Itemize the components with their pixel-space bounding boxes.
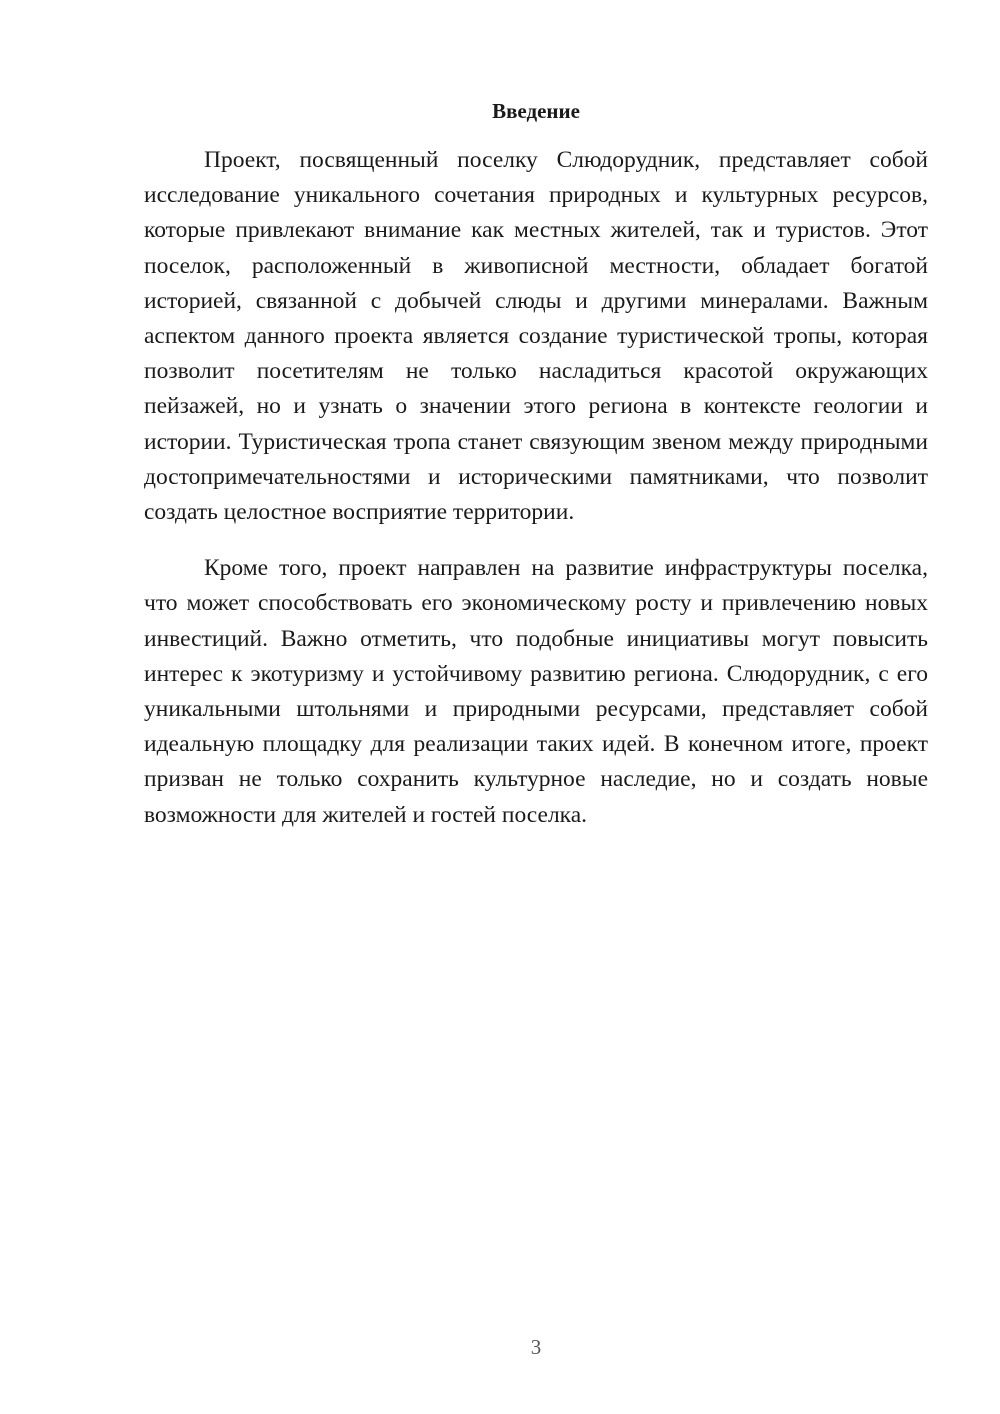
page-number: 3 — [530, 1335, 542, 1359]
section-heading: Введение — [492, 99, 580, 123]
document-body — [144, 143, 928, 833]
paragraph: Кроме того, проект направлен на развитие инфраструктуры поселка, что может способствовать его экономическому росту и привлечению новых инвестиций. Важно отметить, что подобные инициативы могут повысить интерес к экотуризму и устойчивому развитию региона. Слюдорудник, с его уникальными штольнями и природными ресурсами, представляет собой идеальную площадку для реализации таких идей. В конечном итоге, проект призван не только сохранить культурное наследие, но и создать новые возможности для жителей и гостей поселка. — [144, 555, 928, 828]
paragraph: Проект, посвященный поселку Слюдорудник, представляет собой исследование уникального сочетания природных и культурных ресурсов, которые привлекают внимание как местных жителей, так и туристов. Этот поселок, расположенный в живописной местности, обладает богатой историей, связанной с добычей слюды и другими минералами. Важным аспектом данного проекта является создание туристической тропы, которая позволит посетителям не только насладиться красотой окружающих пейзажей, но и узнать о значении этого региона в контексте геологии и истории. Туристическая тропа станет связующим звеном между природными достопримечательностями и историческими памятниками, что позволит создать целостное восприятие территории. — [144, 147, 928, 526]
